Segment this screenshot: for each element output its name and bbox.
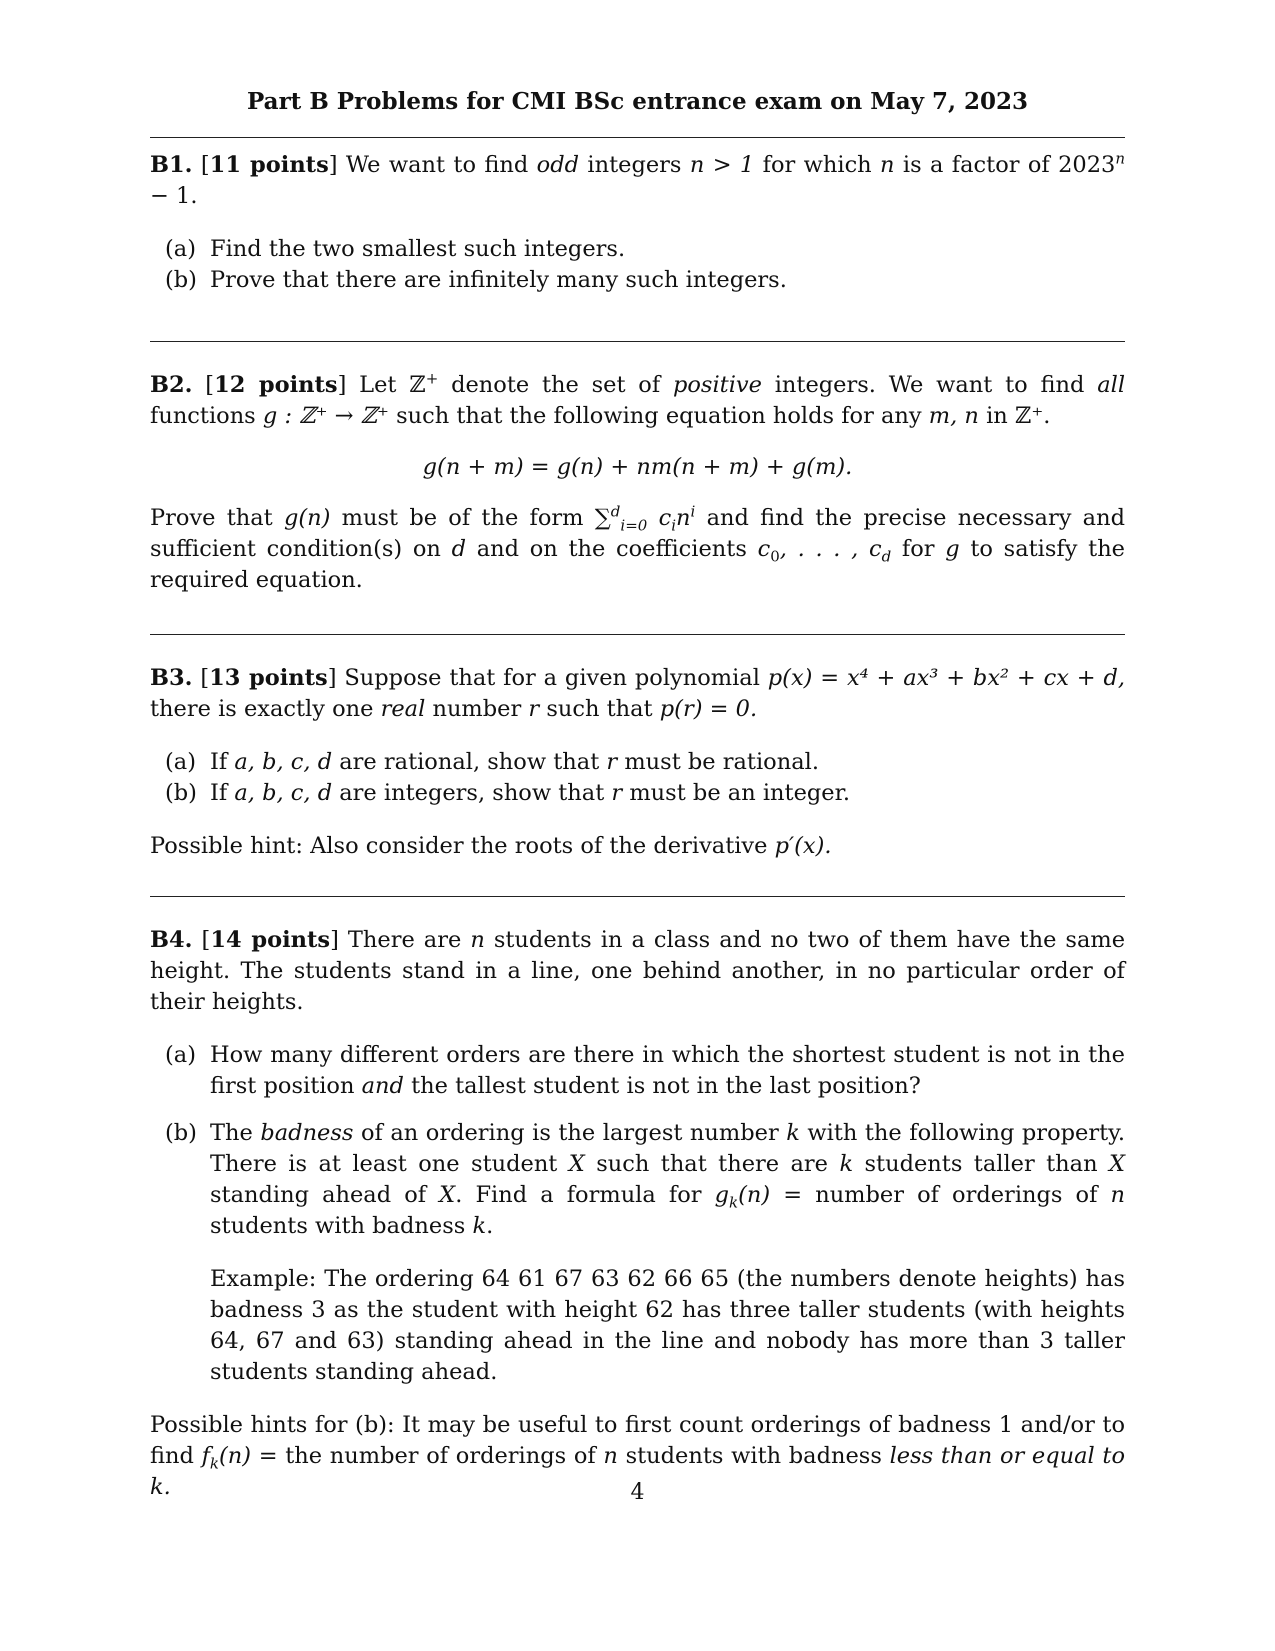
problem-b4: [150, 925, 1125, 1503]
list-item: (b) If a, b, c, d are integers, show that r must be an integer.: [165, 780, 851, 806]
points: 11 points: [209, 152, 329, 178]
list-item: (a) How many different orders are there in which the shortest student is not in the first position and the tallest student is not in the last position?: [165, 1042, 1125, 1099]
b3-statement: B3. [13 points] Suppose that for a given polynomial p(x) = x⁴ + ax³ + bx² + cx + d, there is exactly one real number r such that p(r) = 0.: [150, 665, 1125, 722]
problem-b2: [150, 370, 1125, 634]
b1-parts: [150, 234, 1125, 296]
divider: [150, 634, 1125, 635]
b4-hint: Possible hints for (b): It may be useful to first count orderings of badness 1 and/or to find $f_k(n)$ = the number of orderings of n students with badness less than or equal to k.: [150, 1412, 1125, 1500]
divider: [150, 896, 1125, 897]
list-item: (a) If a, b, c, d are rational, show that r must be rational.: [165, 749, 819, 775]
problem-b1: [150, 150, 1125, 341]
b1-statement: B1. [11 points] We want to find odd integers n > 1 for which n is a factor of $2023^n - 1$.: [150, 149, 1126, 209]
divider: [150, 137, 1125, 138]
b4-statement: B4. [14 points] There are n students in a class and no two of them have the same height. The students stand in a line, one behind another, in no particular order of their heights.: [150, 927, 1126, 1015]
sum-symbol: ∑$^d_{i=0}$: [594, 502, 648, 535]
b3-hint: Possible hint: Also consider the roots of the derivative p′(x).: [150, 833, 832, 859]
page-number: 4: [630, 1480, 645, 1505]
problem-b3: [150, 663, 1125, 896]
b4-parts: [150, 1040, 1125, 1242]
page-title: Part B Problems for CMI BSc entrance exam on May 7, 2023: [246, 88, 1029, 115]
b2-equation: g(n + m) = g(n) + nm(n + m) + g(m).: [422, 454, 853, 480]
b4-example: Example: The ordering 64 61 67 63 62 66 65 (the numbers denote heights) has badness 3 as the student with height 62 has three taller students (with heights 64, 67 and 63) standing ahead in the line and nobody has more than 3 taller students standing ahead.: [210, 1266, 1125, 1385]
problem-label: B1.: [150, 152, 193, 178]
b2-task: Prove that g(n) must be of the form ∑$^d_{i=0}$ $c_in^i$ and find the precise necessary and sufficient condition(s) on d and on the coefficients $c_0$, . . . , $c_d$ for g to satisfy the required equation.: [150, 502, 1125, 593]
list-item: (b) Prove that there are infinitely many such integers.: [165, 267, 787, 293]
divider: [150, 341, 1125, 342]
list-item: (b) The badness of an ordering is the largest number k with the following property. There is at least one student X such that there are k students taller than X standing ahead of X. Find a formula for $g_k(n)$ = number of orderings of n students with badness k.: [165, 1120, 1126, 1239]
b2-statement: B2. [12 points] Let ℤ+ denote the set of positive integers. We want to find all functions g : ℤ⁺ → ℤ⁺ such that the following equation holds for any m, n in ℤ⁺.: [150, 369, 1126, 429]
list-item: (a) Find the two smallest such integers.: [165, 236, 626, 262]
b3-parts: [150, 747, 1125, 809]
exam-page: [150, 86, 1125, 1503]
